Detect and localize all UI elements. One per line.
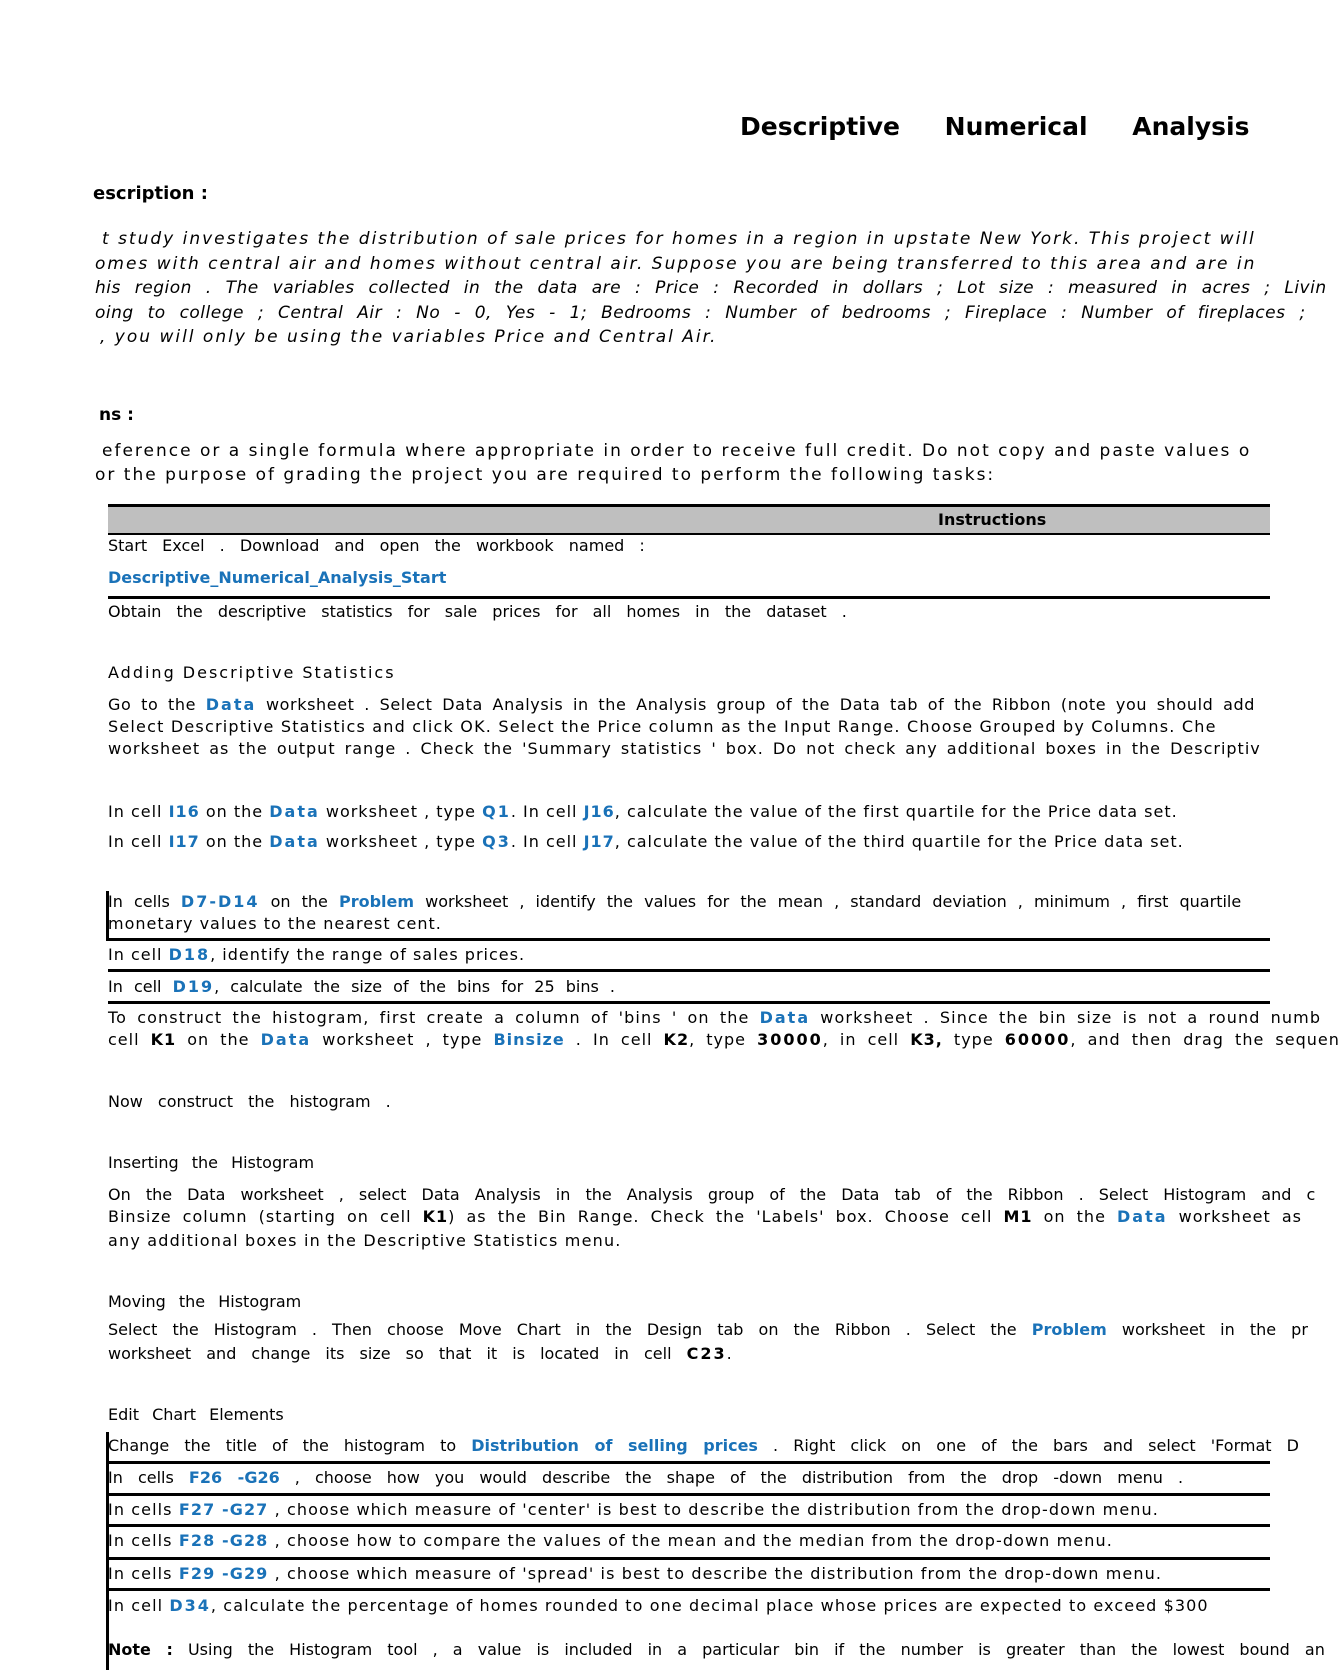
data-worksheet-ref: Data [205, 695, 257, 714]
cell-ref: K1 [150, 1030, 177, 1049]
step-shape [108, 1468, 1270, 1487]
cell-ref: D18 [168, 945, 211, 964]
description-line: oing to college ; Central Air : No - 0, Yes - 1; Bedrooms : Number of bedrooms ; Fireplace : Number of fireplaces ; [95, 303, 1306, 323]
step-bins-column [108, 1008, 1322, 1027]
step-spread [108, 1564, 1270, 1583]
text: worksheet , type [319, 832, 483, 851]
text: Using the Histogram tool , a value is included in a particular bin if the number is greater than the lowest bound an [172, 1640, 1325, 1659]
text: on the [176, 1030, 261, 1049]
cell-range-ref: F27 -G27 [178, 1500, 269, 1519]
intro-line: eference or a single formula where appropriate in order to receive full credit. Do not copy and paste values o [102, 441, 1252, 461]
data-worksheet-ref: Data [269, 802, 320, 821]
text: In cells [108, 1468, 189, 1487]
text: worksheet . Since the bin size is not a round numb [810, 1008, 1322, 1027]
text: In cell [108, 832, 169, 851]
cell-ref: I17 [168, 832, 200, 851]
step-bins-column-line2 [108, 1030, 1340, 1049]
text: worksheet as [1167, 1207, 1302, 1226]
value: 30000 [757, 1030, 823, 1049]
cell-ref: C23 [686, 1344, 727, 1363]
instructions-heading: ns : [99, 405, 134, 425]
text: To construct the histogram, first create a column of 'bins ' on the [108, 1008, 760, 1027]
data-worksheet-ref: Data [1117, 1207, 1168, 1226]
binsize-label: Binsize [493, 1030, 565, 1049]
row-divider [108, 1557, 1270, 1560]
cell-ref: D19 [172, 977, 215, 996]
inserting-line: On the Data worksheet , select Data Analysis in the Analysis group of the Data tab of the Ribbon . Select Histogram and c [108, 1185, 1316, 1204]
text: In cell [108, 802, 169, 821]
inserting-line: any additional boxes in the Descriptive Statistics menu. [108, 1231, 622, 1250]
text: , calculate the size of the bins for 25 bins . [214, 977, 615, 996]
cell-range-ref: D7-D14 [180, 892, 260, 911]
step-note [108, 1640, 1325, 1659]
text: , identify the range of sales prices. [210, 945, 526, 964]
cell-range-ref: F26 -G26 [188, 1468, 280, 1487]
text: . [726, 1344, 732, 1363]
value: 60000 [1004, 1030, 1071, 1049]
step-problem-values [108, 892, 1270, 911]
description-line: t study investigates the distribution of sale prices for homes in a region in upstate New York. This project will [102, 229, 1256, 249]
text: Binsize column (starting on cell [108, 1207, 423, 1226]
text: , in cell [822, 1030, 911, 1049]
adding-stats-line [108, 695, 1270, 714]
data-worksheet-ref: Data [269, 832, 320, 851]
text: In cells [108, 892, 181, 911]
cell-ref: K3, [910, 1030, 943, 1049]
text: Select the Histogram . Then choose Move Chart in the Design tab on the Ribbon . Select the [108, 1320, 1032, 1339]
inserting-line [108, 1207, 1302, 1226]
step-mean-median [108, 1531, 1270, 1550]
row-divider [108, 1493, 1270, 1496]
row-divider [108, 1588, 1270, 1591]
step-chart-title [108, 1436, 1299, 1455]
step-descriptive-stats: Obtain the descriptive statistics for sale prices for all homes in the dataset . [108, 602, 847, 621]
text: In cells [108, 1531, 179, 1550]
chart-title-text: Distribution of selling prices [471, 1436, 758, 1455]
note-label: Note : [108, 1640, 173, 1659]
text: , calculate the value of the first quartile for the Price data set. [614, 802, 1178, 821]
row-divider [108, 1524, 1270, 1527]
description-line: his region . The variables collected in the data are : Price : Recorded in dollars ; Lot size : measured in acres ; Livin [95, 278, 1327, 298]
cell-ref: I16 [168, 802, 200, 821]
data-worksheet-ref: Data [260, 1030, 312, 1049]
text: on the [1032, 1207, 1117, 1226]
step-center [108, 1500, 1270, 1519]
text: on the [259, 892, 339, 911]
description-line: , you will only be using the variables Price and Central Air. [100, 327, 718, 347]
section-title-inserting: Inserting the Histogram [108, 1153, 315, 1172]
cell-range-ref: F29 -G29 [178, 1564, 269, 1583]
row-divider [108, 1001, 1270, 1004]
problem-worksheet-ref: Problem [1031, 1320, 1107, 1339]
description-heading: escription : [93, 183, 208, 204]
cell-ref: M1 [1003, 1207, 1033, 1226]
section-title-moving: Moving the Histogram [108, 1292, 302, 1311]
row-divider [108, 596, 1270, 599]
section-title-edit-chart: Edit Chart Elements [108, 1405, 284, 1424]
page-title: Descriptive Numerical Analysis [740, 112, 1250, 141]
row-divider [108, 969, 1270, 972]
cell-ref: K2 [663, 1030, 690, 1049]
intro-line: or the purpose of grading the project you are required to perform the following tasks: [95, 465, 996, 485]
text: worksheet , type [311, 1030, 494, 1049]
text: cell [108, 1030, 151, 1049]
text: , choose which measure of 'center' is best to describe the distribution from the drop-down menu. [268, 1500, 1159, 1519]
instructions-column-title: Instructions [938, 510, 1047, 529]
row-divider [108, 938, 1270, 941]
q3-label: Q3 [482, 832, 511, 851]
step-problem-values-line2: monetary values to the nearest cent. [108, 914, 442, 933]
text: worksheet , type [319, 802, 483, 821]
cell-ref: D34 [169, 1596, 211, 1615]
moving-line [108, 1320, 1308, 1339]
text: In cells [108, 1564, 179, 1583]
text: type [942, 1030, 1005, 1049]
text: , calculate the value of the third quartile for the Price data set. [614, 832, 1184, 851]
moving-line [108, 1344, 1270, 1363]
step-start-excel: Start Excel . Download and open the workbook named : [108, 536, 645, 555]
text: In cell [108, 1596, 170, 1615]
adding-stats-line: worksheet as the output range . Check the 'Summary statistics ' box. Do not check any additional boxes in the Descriptiv [108, 739, 1261, 758]
text: In cell [108, 945, 169, 964]
text: In cells [108, 1500, 179, 1519]
text: , and then drag the sequen [1070, 1030, 1340, 1049]
q1-label: Q1 [482, 802, 511, 821]
text: , type [689, 1030, 758, 1049]
instructions-table-header [108, 504, 1270, 535]
text: . In cell [564, 1030, 664, 1049]
text: . In cell [510, 832, 584, 851]
text: on the [199, 802, 270, 821]
text: worksheet and change its size so that it is located in cell [108, 1344, 687, 1363]
section-title-adding-stats: Adding Descriptive Statistics [108, 663, 396, 682]
row-divider [108, 1461, 1270, 1464]
text: , choose which measure of 'spread' is best to describe the distribution from the drop-down menu. [268, 1564, 1163, 1583]
problem-worksheet-ref: Problem [338, 892, 415, 911]
cell-ref: J17 [583, 832, 615, 851]
text: , choose how you would describe the shape of the distribution from the drop -down menu . [279, 1468, 1184, 1487]
step-bin-size [108, 977, 1270, 996]
start-file-link[interactable]: Descriptive_Numerical_Analysis_Start [108, 568, 447, 587]
description-line: omes with central air and homes without central air. Suppose you are being transferred to this area and are in [95, 254, 1257, 274]
text: worksheet . Select Data Analysis in the Analysis group of the Data tab of the Ribbon (note you should add [256, 695, 1255, 714]
text: , choose how to compare the values of the mean and the median from the drop-down menu. [268, 1531, 1113, 1550]
step-percentage [108, 1596, 1270, 1615]
step-range [108, 945, 1270, 964]
text: Change the title of the histogram to [108, 1436, 472, 1455]
adding-stats-line: Select Descriptive Statistics and click OK. Select the Price column as the Input Range. Choose Grouped by Columns. Che [108, 717, 1217, 736]
step-construct-histogram: Now construct the histogram . [108, 1092, 391, 1111]
text: worksheet in the pr [1106, 1320, 1308, 1339]
text: , calculate the percentage of homes rounded to one decimal place whose prices are expected to exceed $300 [210, 1596, 1209, 1615]
cell-ref: K1 [422, 1207, 449, 1226]
text: Go to the [108, 695, 206, 714]
text: worksheet , identify the values for the mean , standard deviation , minimum , first quartile [414, 892, 1242, 911]
text: . In cell [510, 802, 584, 821]
cell-range-ref: F28 -G28 [178, 1531, 269, 1550]
step-q1 [108, 802, 1270, 821]
step-q3 [108, 832, 1270, 851]
text: In cell [108, 977, 173, 996]
text: . Right click on one of the bars and select 'Format D [757, 1436, 1299, 1455]
data-worksheet-ref: Data [759, 1008, 811, 1027]
text: on the [199, 832, 270, 851]
text: ) as the Bin Range. Check the 'Labels' box. Choose cell [448, 1207, 1004, 1226]
cell-ref: J16 [583, 802, 615, 821]
